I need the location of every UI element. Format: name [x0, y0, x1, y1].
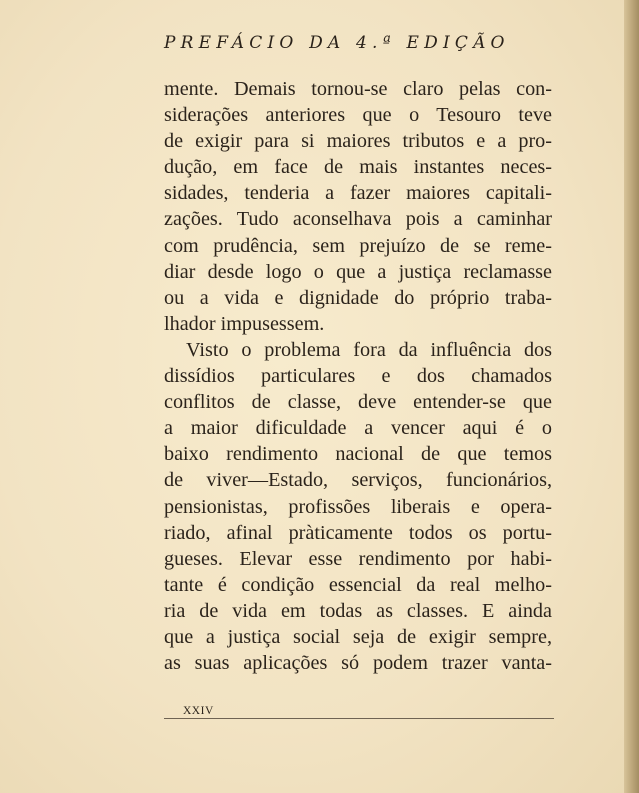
paragraph-1-line: sidades, tenderia a fazer maiores capitali- — [164, 182, 552, 205]
paragraph-1-line: com prudência, sem prejuízo de se reme- — [164, 234, 552, 257]
page-number: XXIV — [183, 705, 214, 717]
body-text — [164, 76, 552, 676]
paragraph-2-line: as suas aplicações só podem trazer vanta- — [164, 652, 552, 675]
paragraph-2-line: de viver—Estado, serviços, funcionários, — [164, 469, 552, 492]
paragraph-2-line: tante é condição essencial da real melho- — [164, 573, 552, 596]
running-head: PREFÁCIO DA 4.ª EDIÇÃO — [164, 33, 510, 53]
paragraph-2-line: riado, afinal pràticamente todos os portu- — [164, 521, 552, 544]
paragraph-2-line: Visto o problema fora da influência dos — [186, 338, 552, 361]
paragraph-2-line: dissídios particulares e dos chamados — [164, 365, 552, 388]
footer-rule — [164, 718, 554, 719]
paragraph-2-line: baixo rendimento nacional de que temos — [164, 443, 552, 466]
paragraph-1-line: ou a vida e dignidade do próprio traba- — [164, 286, 552, 309]
paragraph-1-line: zações. Tudo aconselhava pois a caminhar — [164, 208, 552, 231]
paragraph-2-line: a maior dificuldade a vencer aqui é o — [164, 417, 552, 440]
paragraph-1-line: de exigir para si maiores tributos e a pro- — [164, 130, 552, 153]
paragraph-1-line: diar desde logo o que a justiça reclamasse — [164, 260, 552, 283]
paragraph-2-line: pensionistas, profissões liberais e opera- — [164, 495, 552, 518]
paragraph-2-line: conflitos de classe, deve entender-se que — [164, 391, 552, 414]
page-binding-edge — [624, 0, 639, 793]
paragraph-1-line: lhador impusessem. — [164, 312, 325, 335]
paragraph-2-line: que a justiça social seja de exigir sempre, — [164, 625, 552, 648]
paragraph-2-line: ria de vida em todas as classes. E ainda — [164, 599, 552, 622]
paragraph-2-line: gueses. Elevar esse rendimento por habi- — [164, 547, 552, 570]
paragraph-1-line: siderações anteriores que o Tesouro teve — [164, 104, 552, 127]
paragraph-1-line: mente. Demais tornou-se claro pelas con- — [164, 78, 552, 100]
paragraph-1-line: dução, em face de mais instantes neces- — [164, 156, 552, 179]
